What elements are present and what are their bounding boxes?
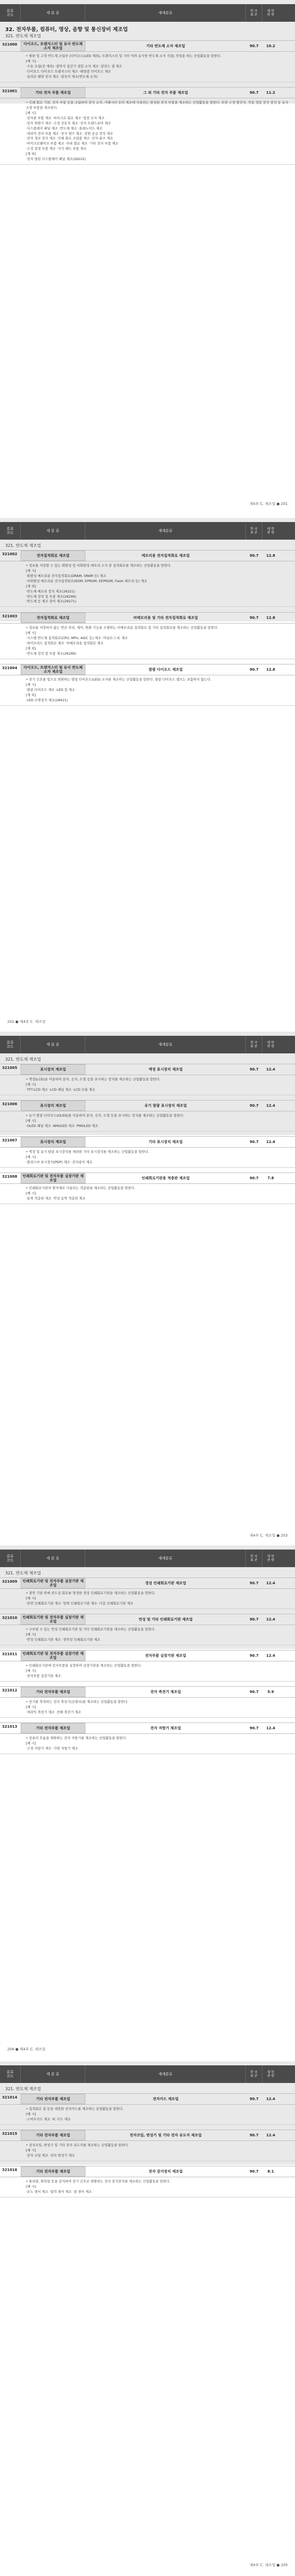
- body-line: • 정보를 저장할 수 있는 휘발성 및 비휘발성 메모리 소자 중 집적회로를 제조하는 산업활동을 말한다.: [26, 563, 172, 568]
- entry-kor: 인쇄회로기판 및 전자부품 실장기판 제조업: [21, 1173, 85, 1183]
- entry-block: [0, 2130, 295, 2161]
- body-line: [제 외]: [26, 646, 36, 650]
- page-footer: 202 ● 제4부 C. 제조업: [7, 1020, 46, 1024]
- entry-desc: 기타 반도체 소자 제조업: [146, 44, 185, 48]
- entry-code: 321016: [2, 2168, 18, 2172]
- entry-code: 321004: [2, 666, 18, 670]
- table-header: [0, 522, 295, 540]
- entry-block: [0, 1136, 295, 1168]
- entry-d1: 90.7: [249, 668, 259, 672]
- entry-code: 321001: [2, 89, 18, 93]
- entry-body: [0, 561, 295, 607]
- body-line: ·반도체 등 제조 장비 제조(29271): [26, 599, 77, 604]
- entry-body: [0, 624, 295, 659]
- body-line: ·전자부품 실장기판 제조: [26, 1673, 61, 1678]
- entry-body: [0, 1734, 295, 1754]
- entry-block: [0, 612, 295, 659]
- header-code: 분류 코드: [0, 2065, 21, 2083]
- body-line: [예 시]: [26, 1704, 36, 1709]
- page-footer: 제4부 C. 제조업 ● 201: [249, 502, 288, 506]
- entry-d1: 90.7: [249, 554, 259, 558]
- entry-row: [0, 1578, 295, 1589]
- body-line: ·연성 인쇄회로기판 제조 ·경연성 인쇄회로기판 제조: [26, 1637, 100, 1642]
- entry-desc: 메모리용 전자집적회로 제조업: [141, 553, 190, 558]
- entry-d1: 90.7: [249, 1581, 259, 1585]
- body-line: ·고정 저항기 제조 ·가변 저항기 제조: [26, 1746, 78, 1750]
- header-d2: 대 한 관 광: [267, 2070, 274, 2078]
- body-line: • 인쇄회로기판에 전자부품을 실장하여 실장기판을 제조하는 산업활동을 말한다.: [26, 1663, 142, 1668]
- body-line: ·세라믹 전자 부품 제조 ·전자 렌즈 제조 ·전원 공급 장치 제조: [26, 131, 113, 136]
- entry-code: 321013: [2, 1725, 18, 1729]
- entry-d2: 12.8: [266, 616, 275, 620]
- body-line: • 정보를 저장하지 않는 연산 처리, 제어, 변환 기능을 수행하는 비메모리용 집적회로 및 기타 집적회로를 제조하는 산업활동을 말한다.: [26, 626, 218, 630]
- body-line: ·마이크로웨이브 부품 제조 ·부하 회로 제조 ·기타 전자 부품 제조: [26, 141, 119, 146]
- entry-code: 321008: [2, 1175, 18, 1179]
- entry-block: [0, 2093, 295, 2125]
- entry-d2: 8.1: [267, 2169, 274, 2174]
- body-line: ·전자 코일 제조 ·전자 변성기 제조: [26, 2153, 75, 2158]
- table-header: [0, 2065, 295, 2083]
- body-line: [예 시]: [26, 1191, 36, 1195]
- entry-row: [0, 1064, 295, 1075]
- entry-desc: 경성 인쇄회로기판 제조업: [145, 1581, 186, 1585]
- entry-row: [0, 1723, 295, 1734]
- body-line: [예 시]: [26, 1596, 36, 1600]
- entry-block: [0, 1064, 295, 1095]
- body-line: [예 시]: [26, 1741, 36, 1745]
- body-line: ·비휘발성 메모리용 전자집적회로(ROM, EPROM, EEPROM, Flash 메모리 등) 제조: [26, 578, 148, 583]
- header-code: 분류 코드: [0, 4, 21, 22]
- entry-d2: 5.9: [267, 1690, 274, 1694]
- body-line: ·수정 결정 부품 제조 ·자기 헤드 부품 제조: [26, 147, 87, 151]
- body-line: [제 외]: [26, 584, 36, 588]
- entry-kor: 기타 전자부품 제조업: [21, 1687, 85, 1697]
- body-line: ·TFT-LCD 제조 ·LCD 패널 제조 ·LCD 모듈 제조: [26, 1087, 95, 1092]
- entry-desc: 액정 표시장치 제조업: [149, 1067, 183, 1072]
- body-line: ·휘발성 메모리용 전자집적회로(DRAM, SRAM 등) 제조: [26, 573, 107, 578]
- entry-body: [0, 1184, 295, 1204]
- body-line: ·수동 조립(전 제외) ·광학식 집전기 결합 소자 제조 ·광전도 셀 제조: [26, 64, 122, 68]
- entry-d1: 90.7: [249, 1654, 259, 1658]
- body-line: [예 시]: [26, 1668, 36, 1673]
- entry-d1: 90.7: [249, 1140, 259, 1144]
- sub-title: 321. 반도체 제조업: [5, 543, 41, 548]
- body-line: ·세라믹 축전기 제조 ·전해 축전기 제조: [26, 1710, 81, 1714]
- body-line: ·전자 변환기 제조 ·수정 진동자 제조 ·전자 트랜스포머 제조: [26, 121, 111, 125]
- entry-d2: 7.8: [267, 1176, 274, 1180]
- entry-block: [0, 1723, 295, 1754]
- sub-title: 321. 반도체 제조업: [5, 1571, 41, 1575]
- entry-d1: 90.7: [249, 1690, 259, 1694]
- entry-kor: 전자집적회로 제조업: [21, 551, 85, 561]
- entry-d1: 90.7: [249, 1104, 259, 1108]
- body-line: • 인쇄회로기판의 원자재로 사용되는 적층판을 제조하는 산업활동을 말한다.: [26, 1186, 136, 1190]
- entry-row: [0, 2093, 295, 2105]
- body-line: ·스마트카드 제조 ·IC 카드 제조: [26, 2117, 71, 2121]
- body-line: ·반도체 메모리 장치 제조(26221): [26, 589, 76, 594]
- entry-code: 321014: [2, 2095, 18, 2100]
- body-line: • 전자코일, 변성기 및 기타 전자 유도자를 제조하는 산업활동을 말한다.: [26, 2143, 129, 2147]
- header-code: 분류 코드: [0, 1550, 21, 1567]
- entry-body: [0, 1661, 295, 1682]
- entry-desc: 전자코일, 변성기 및 기타 전자 유도자 제조업: [129, 2133, 202, 2137]
- body-line: ·OLED 패널 제조 ·AMOLED 제조 ·PMOLED 제조: [26, 1123, 98, 1128]
- table-header: [0, 4, 295, 22]
- header-d1: 한 국 표 준: [246, 1550, 262, 1567]
- entry-kor: 표시장치 제조업: [21, 1064, 85, 1075]
- entry-body: [0, 675, 295, 706]
- entry-code: 321007: [2, 1138, 18, 1142]
- table-header: [0, 1550, 295, 1567]
- entry-row: [0, 1614, 295, 1625]
- entry-desc: 그 외 기타 전자 부품 제조업: [143, 90, 188, 95]
- entry-code: 321015: [2, 2132, 18, 2136]
- body-line: ·발광 다이오드 제조 ·LED 칩 제조: [26, 687, 75, 692]
- body-line: ·디스플레이 패널 제조 ·반도체 제조 ·솔레노이드 제조: [26, 126, 102, 131]
- entry-row: [0, 1173, 295, 1184]
- entry-body: [0, 2105, 295, 2125]
- entry-d2: 12.4: [266, 1726, 275, 1730]
- header-desc: 세세분류: [85, 522, 246, 540]
- body-line: • 집적회로 칩 등을 내장한 전자카드를 제조하는 산업활동을 말한다.: [26, 2107, 124, 2111]
- section-title: 32. 전자부품, 컴퓨터, 영상, 음향 및 통신장비 제조업: [5, 27, 128, 33]
- entry-body: [0, 1625, 295, 1645]
- entry-kor: 기타 전자부품 제조업: [21, 1723, 85, 1733]
- entry-d1: 90.7: [249, 616, 259, 620]
- header-name: 세 분 류: [21, 4, 85, 22]
- entry-desc: 기타 표시장치 제조업: [149, 1139, 183, 1144]
- entry-body: [0, 1075, 295, 1095]
- entry-d1: 90.7: [249, 91, 259, 95]
- body-line: ·플라스마 표시장치(PDP) 제조 ·전자종이 제조: [26, 1160, 93, 1164]
- entry-block: [0, 1650, 295, 1682]
- entry-d1: 90.7: [249, 1067, 259, 1072]
- entry-d2: 12.4: [266, 1104, 275, 1108]
- body-line: [예 시]: [26, 630, 36, 635]
- entry-desc: 유기 발광 표시장치 제조업: [144, 1103, 187, 1108]
- entry-kor: 기타 전자부품 제조업: [21, 2166, 85, 2177]
- header-name: 세 분 류: [21, 1550, 85, 1567]
- body-line: ·동박 적층판 제조 ·연성 동박 적층판 제조: [26, 1196, 86, 1200]
- entry-body: [0, 1589, 295, 1609]
- entry-row: [0, 87, 295, 98]
- body-line: ·온도 센서 제조 ·압력 센서 제조 ·광 센서 제조: [26, 2189, 92, 2194]
- entry-code: 321003: [2, 614, 18, 618]
- entry-block: [0, 1686, 295, 1718]
- page-footer: 제4부 C. 제조업 ● 205: [249, 2563, 288, 2567]
- body-line: • 액정(LCD)을 이용하여 문자, 숫자, 도형 등을 표시하는 장치를 제조하는 산업활동을 말한다.: [26, 1077, 161, 1081]
- entry-row: [0, 1136, 295, 1148]
- body-line: ·시스템 반도체 집적회로(CPU, MPU, ASIC 등) 제조 ·아날로그 IC 제조: [26, 635, 128, 640]
- entry-d1: 90.7: [249, 1176, 259, 1180]
- body-line: ·실리콘 태양 전지 제조 ·광전지 제조(반도체 소자): [26, 74, 98, 79]
- entry-row: [0, 1686, 295, 1698]
- entry-d1: 90.7: [249, 2169, 259, 2174]
- header-name: 세 분 류: [21, 2065, 85, 2083]
- entry-body: [0, 1111, 295, 1132]
- body-line: [예 시]: [26, 110, 36, 115]
- entry-d1: 90.7: [249, 2097, 259, 2101]
- entry-desc: 비메모리용 및 기타 전자집적회로 제조업: [133, 615, 198, 620]
- body-line: • 인쇄 회로 기판, 전자 부품 등을 조립하여 전자 소자, 커패시터 등의 제조에 사용하는 완성된 전자 부품을 제조하는 산업활동을 말한다. 또한 수정 발진자, 각종 정밀 전자 장치 등 유사 소형 부품을 제조한다.: [26, 100, 289, 110]
- body-line: ·반도체 장치 및 부품 제조(26299): [26, 594, 77, 599]
- entry-desc: 인쇄회로기판용 적층판 제조업: [141, 1176, 190, 1180]
- entry-kor: 기타 전자부품 제조업: [21, 2094, 85, 2104]
- entry-d2: 12.4: [266, 2133, 275, 2137]
- entry-row: [0, 1650, 295, 1661]
- header-d1: 한 국 표 준: [246, 522, 262, 540]
- entry-d2: 12.4: [266, 1654, 275, 1658]
- entry-code: 321011: [2, 1652, 18, 1656]
- entry-d1: 90.7: [249, 2133, 259, 2137]
- entry-desc: 전자 감지장치 제조업: [149, 2169, 183, 2174]
- entry-kor: 인쇄회로기판 및 전자부품 실장기판 제조업: [21, 1578, 85, 1588]
- body-line: [예 시]: [26, 1632, 36, 1637]
- entry-body: [0, 1698, 295, 1718]
- header-name: 세 분 류: [21, 522, 85, 540]
- entry-row: [0, 612, 295, 624]
- body-line: • 유기 발광 다이오드(OLED)를 이용하여 문자, 숫자, 도형 등을 표시하는 장치를 제조하는 산업활동을 말한다.: [26, 1113, 184, 1118]
- header-d2: 대 한 관 광: [267, 527, 274, 534]
- entry-desc: 전자 축전기 제조업: [150, 1689, 181, 1694]
- body-line: • 액정 및 유기 발광 표시장치를 제외한 기타 표시장치를 제조하는 산업활동을 말한다.: [26, 1150, 150, 1154]
- entry-code: 321010: [2, 1616, 18, 1620]
- table-header: [0, 1036, 295, 1053]
- header-code: 분류 코드: [0, 522, 21, 540]
- entry-kor: 표시장치 제조업: [21, 1101, 85, 1111]
- entry-body: [0, 52, 295, 82]
- entry-code: 321000: [2, 42, 18, 47]
- entry-kor: 다이오드, 트랜지스터 및 유사 반도체 소자 제조업: [21, 41, 85, 51]
- entry-block: [0, 2166, 295, 2197]
- entry-desc: 발광 다이오드 제조업: [149, 667, 183, 672]
- body-line: [예 시]: [26, 59, 36, 63]
- body-line: • 구부릴 수 있는 연성 인쇄회로기판 및 기타 인쇄회로기판을 제조하는 산업활동을 말한다.: [26, 1627, 156, 1631]
- entry-code: 321006: [2, 1102, 18, 1106]
- header-d2: 대 한 관 광: [267, 9, 274, 17]
- entry-row: [0, 2166, 295, 2177]
- entry-block: [0, 664, 295, 706]
- entry-block: [0, 87, 295, 165]
- body-line: ·LED 조명장치 제조(28421): [26, 698, 68, 702]
- sub-title: 321. 반도체 제조업: [5, 1057, 41, 1062]
- body-line: [예 시]: [26, 2111, 36, 2116]
- entry-desc: 전자카드 제조업: [153, 2096, 179, 2101]
- header-d1: 한 국 표 준: [246, 2065, 262, 2083]
- body-line: [제 외]: [26, 692, 36, 697]
- entry-code: 321012: [2, 1688, 18, 1692]
- entry-d1: 90.7: [249, 1726, 259, 1730]
- entry-desc: 전자 저항기 제조업: [150, 1726, 181, 1730]
- entry-code: 321002: [2, 552, 18, 556]
- entry-kor: 인쇄회로기판 및 전자부품 실장기판 제조업: [21, 1651, 85, 1661]
- entry-block: [0, 1173, 295, 1204]
- entry-block: [0, 40, 295, 82]
- entry-d1: 90.7: [249, 1617, 259, 1622]
- entry-kor: 전자집적회로 제조업: [21, 613, 85, 623]
- entry-kor: 기타 전자부품 제조업: [21, 2130, 85, 2140]
- body-line: • 물리량, 화학량 등을 감지하여 전기 신호로 변환하는 전자 감지장치를 제조하는 산업활동을 말한다.: [26, 2179, 171, 2183]
- entry-body: [0, 1148, 295, 1168]
- entry-d2: 12.4: [266, 2097, 275, 2101]
- body-line: [예 시]: [26, 682, 36, 687]
- body-line: ·전자 평판 디스플레이 패널 제조(26222): [26, 157, 86, 162]
- entry-d2: 12.4: [266, 1581, 275, 1585]
- body-line: • 전기를 축적하는 전자 축전기(콘덴서)를 제조하는 산업활동을 말한다.: [26, 1700, 128, 1704]
- body-line: [예 시]: [26, 1082, 36, 1087]
- entry-block: [0, 1614, 295, 1645]
- entry-d2: 12.8: [266, 668, 275, 672]
- body-line: ·하이브리드 집적회로 제조 ·비메모리용 집적회로 제조: [26, 641, 104, 645]
- body-line: • 절연 기판 위에 전도성 회로를 형성한 경성 인쇄회로기판을 제조하는 산업활동을 말한다.: [26, 1591, 156, 1595]
- entry-d2: 12.4: [266, 1067, 275, 1072]
- entry-row: [0, 550, 295, 561]
- body-line: [예 시]: [26, 2148, 36, 2152]
- page-footer: 제4부 C. 제조업 ● 203: [249, 1533, 288, 1538]
- entry-kor: 기타 전자 부품 제조업: [21, 88, 85, 98]
- entry-row: [0, 1100, 295, 1111]
- entry-body: [0, 2177, 295, 2197]
- body-line: • 전류의 흐름을 제한하는 전자 저항기를 제조하는 산업활동을 말한다.: [26, 1736, 127, 1740]
- body-line: [예 시]: [26, 2184, 36, 2189]
- entry-body: [0, 98, 295, 165]
- entry-d1: 90.7: [249, 44, 259, 48]
- entry-d2: 11.2: [266, 91, 275, 95]
- body-line: ·다이오드 다이오드 트랜지스터 제조 ·태양광 다이오드 제조: [26, 69, 111, 74]
- entry-desc: 전자부품 실장기판 제조업: [145, 1653, 186, 1658]
- body-line: ·전자관 부품 제조 ·마이크로 회로 제조 ·압전 소자 제조: [26, 115, 105, 120]
- entry-kor: 인쇄회로기판 및 전자부품 실장기판 제조업: [21, 1614, 85, 1625]
- entry-row: [0, 40, 295, 52]
- entry-d2: 12.4: [266, 1140, 275, 1144]
- header-desc: 세세분류: [85, 1550, 246, 1567]
- page-footer: 204 ● 제4부 C. 제조업: [7, 2047, 46, 2051]
- entry-kor: 표시장치 제조업: [21, 1137, 85, 1147]
- header-desc: 세세분류: [85, 1036, 246, 1053]
- entry-d2: 10.2: [266, 44, 275, 48]
- header-d2: 대 한 관 광: [267, 1554, 274, 1562]
- sub-title: 321. 반도체 제조업: [5, 2087, 41, 2091]
- body-line: [제 외]: [26, 152, 36, 156]
- header-desc: 세세분류: [85, 4, 246, 22]
- header-d1: 한 국 표 준: [246, 1036, 262, 1053]
- header-d1: 한 국 표 준: [246, 4, 262, 22]
- header-name: 세 분 류: [21, 1036, 85, 1053]
- body-line: • 전기 신호를 빛으로 변환하는 발광 다이오드(LED) 소자를 제조하는 산업활동을 말한다. 발광 다이오드 램프는 포함하지 않는다.: [26, 677, 212, 682]
- entry-d2: 12.4: [266, 1617, 275, 1622]
- entry-block: [0, 1578, 295, 1609]
- entry-kor: 다이오드, 트랜지스터 및 유사 반도체 소자 제조업: [21, 664, 85, 675]
- entry-block: [0, 1100, 295, 1132]
- body-line: [예 시]: [26, 568, 36, 573]
- body-line: ·반도체 장치 및 부품 제조(26299): [26, 651, 77, 656]
- entry-code: 321009: [2, 1580, 18, 1584]
- entry-block: [0, 550, 295, 607]
- header-code: 분류 코드: [0, 1036, 21, 1053]
- sub-title: 321. 반도체 제조업: [5, 34, 41, 38]
- entry-code: 321005: [2, 1066, 18, 1070]
- header-desc: 세세분류: [85, 2065, 246, 2083]
- body-line: [예 시]: [26, 1118, 36, 1123]
- body-line: [예 시]: [26, 1154, 36, 1159]
- entry-body: [0, 2141, 295, 2161]
- body-line: ·단면 인쇄회로기판 제조 ·양면 인쇄회로기판 제조 ·다층 인쇄회로기판 제조: [26, 1601, 134, 1605]
- entry-desc: 연성 및 기타 인쇄회로기판 제조업: [138, 1617, 193, 1622]
- body-line: ·전자 경보 장치 제조 ·인쇄 회로 조립품 제조 ·전자 퓨즈 제조: [26, 136, 113, 141]
- entry-d2: 12.8: [266, 554, 275, 558]
- entry-row: [0, 2130, 295, 2141]
- body-line: • 원판 및 고정 반도체 조립부 (다이오드(LED 제외), 트랜지스터 및 기타 이와 유사한 반도체 소자 직접) 작업을 하는 산업활동을 말한다.: [26, 54, 222, 58]
- entry-row: [0, 664, 295, 675]
- header-d2: 대 한 관 광: [267, 1040, 274, 1048]
